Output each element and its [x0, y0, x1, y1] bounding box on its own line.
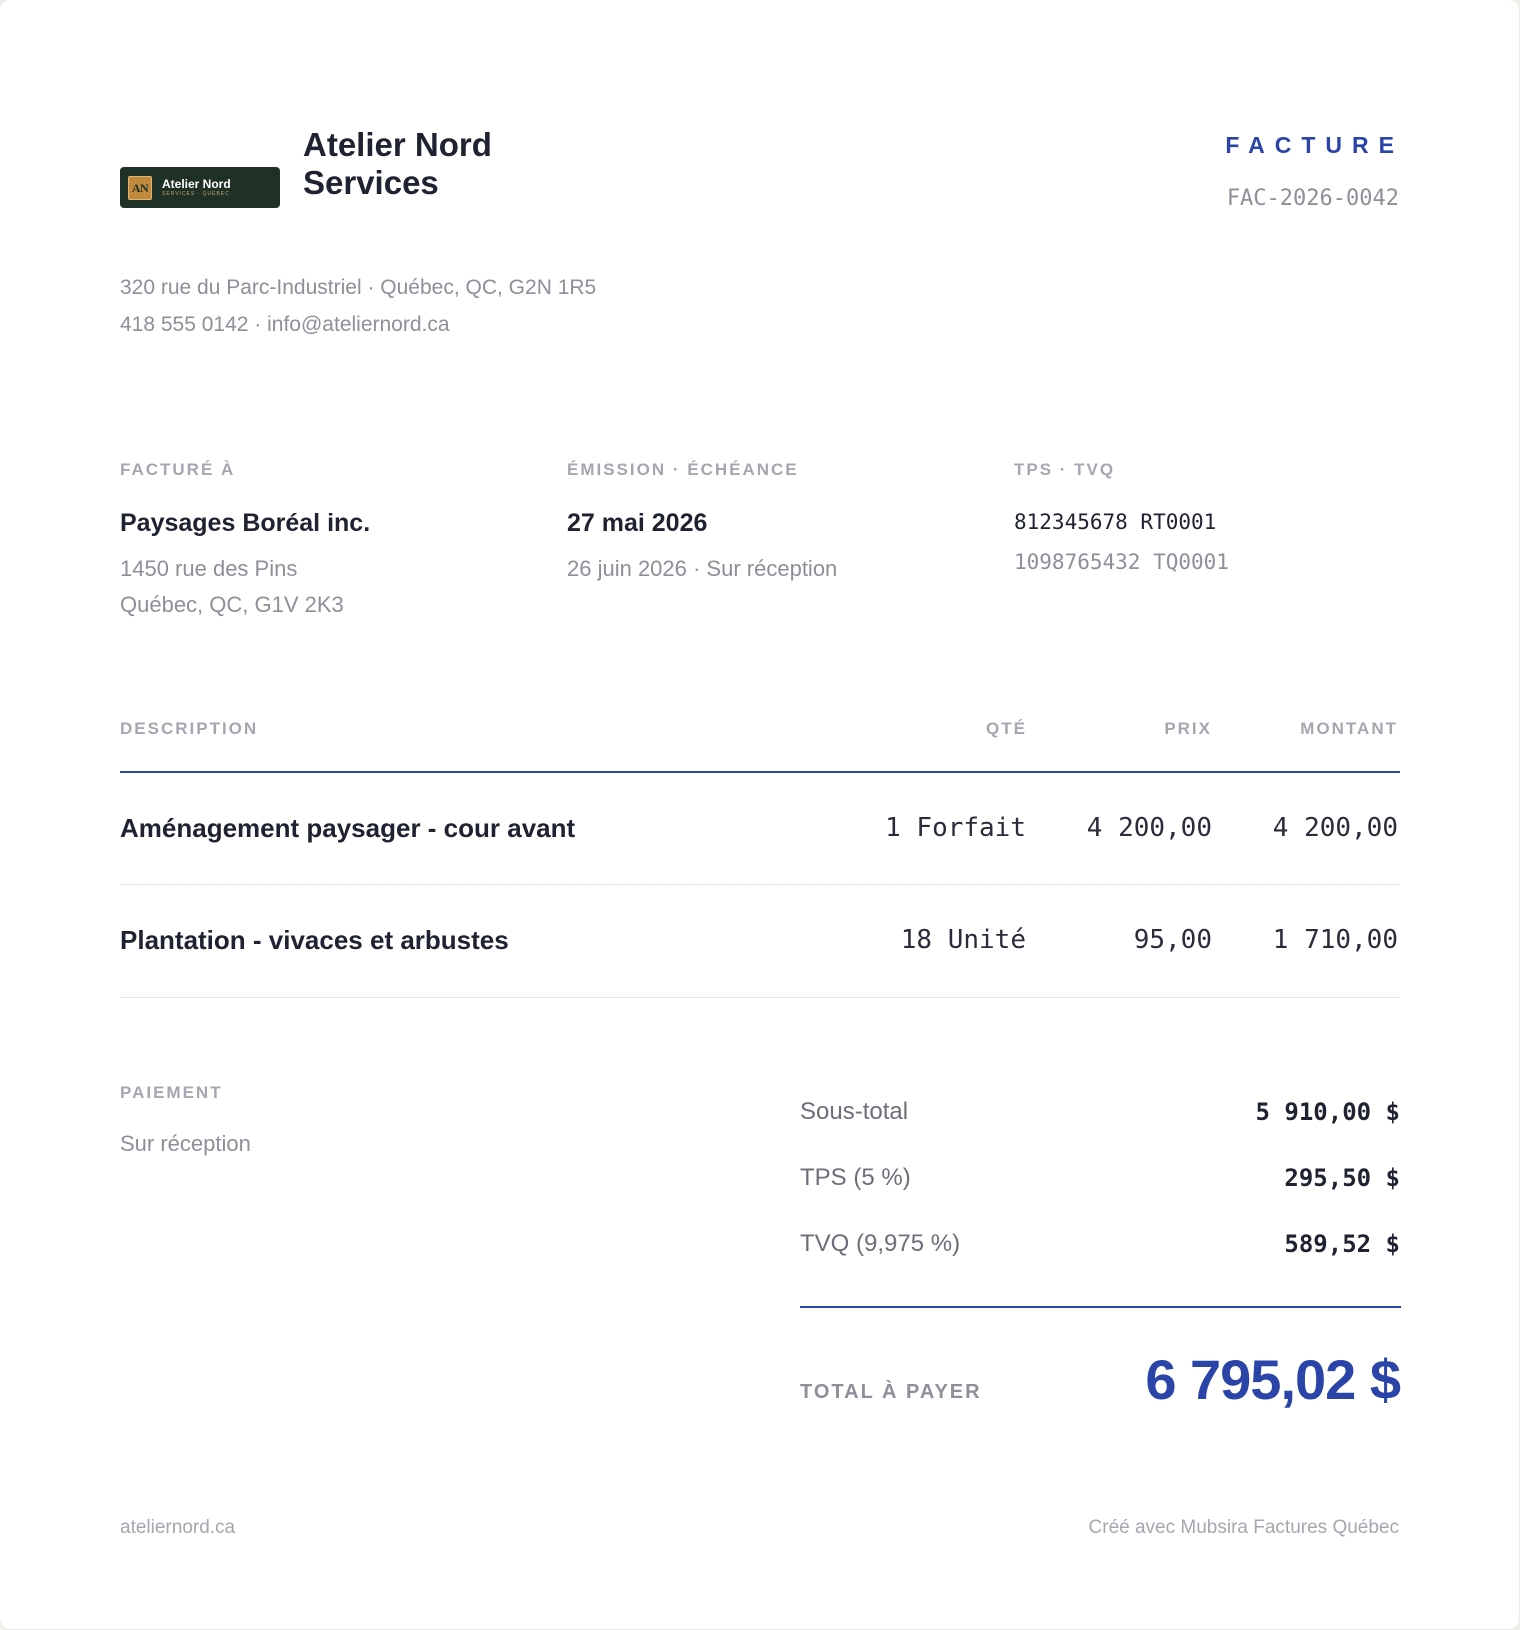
client-street: 1450 rue des Pins — [120, 556, 298, 581]
line-item-description: Aménagement paysager - cour avant — [120, 813, 576, 843]
table-header-rule — [120, 771, 1400, 773]
payment-label: PAIEMENT — [120, 1083, 223, 1102]
tvq-label: TVQ (9,975 %) — [800, 1230, 961, 1257]
logo-mark: AN — [128, 176, 152, 200]
company-address: 320 rue du Parc-Industriel · Québec, QC, G2N 1R5 — [120, 276, 597, 299]
payment-terms: Sur réception — [120, 1131, 251, 1156]
col-header-price: PRIX — [1164, 719, 1212, 738]
subtotal-label: Sous-total — [800, 1098, 909, 1125]
document-type: FACTURE — [1225, 132, 1404, 158]
due-date: 26 juin 2026 · Sur réception — [567, 556, 838, 581]
subtotal-value: 5 910,00 $ — [1255, 1098, 1400, 1126]
company-contact: 418 555 0142 · info@ateliernord.ca — [120, 313, 450, 336]
logo-name: Atelier Nord — [162, 177, 231, 191]
tvq-value: 589,52 $ — [1284, 1230, 1400, 1258]
footer-credit: Créé avec Mubsira Factures Québec — [1088, 1517, 1399, 1538]
line-item-price: 4 200,00 — [1086, 813, 1212, 843]
grand-total-label: TOTAL À PAYER — [800, 1381, 982, 1403]
line-item-qty: 18 Unité — [900, 925, 1026, 955]
tps-label: TPS (5 %) — [800, 1164, 911, 1191]
row-divider — [120, 884, 1400, 885]
col-header-description: DESCRIPTION — [120, 719, 259, 738]
line-item-price: 95,00 — [1133, 925, 1212, 955]
col-header-amount: MONTANT — [1300, 719, 1398, 738]
tvq-number: 1098765432 TQ0001 — [1014, 550, 1229, 574]
totals-rule — [800, 1306, 1401, 1308]
line-item-qty: 1 Forfait — [885, 813, 1026, 843]
logo-text — [162, 177, 231, 198]
line-item-description: Plantation - vivaces et arbustes — [120, 925, 509, 955]
company-logo — [120, 167, 280, 208]
issue-date: 27 mai 2026 — [567, 509, 708, 537]
col-header-qty: QTÉ — [986, 719, 1027, 738]
client-name: Paysages Boréal inc. — [120, 509, 371, 537]
tax-ids-label: TPS · TVQ — [1014, 460, 1116, 479]
dates-label: ÉMISSION · ÉCHÉANCE — [567, 460, 799, 479]
line-item-amount: 4 200,00 — [1272, 813, 1398, 843]
billed-to-label: FACTURÉ À — [120, 460, 236, 479]
line-item-amount: 1 710,00 — [1272, 925, 1398, 955]
company-name: Atelier Nord Services — [303, 126, 492, 201]
grand-total-value: 6 795,02 $ — [1145, 1348, 1400, 1411]
footer-website[interactable]: ateliernord.ca — [120, 1517, 236, 1538]
tps-value: 295,50 $ — [1284, 1164, 1400, 1192]
tps-number: 812345678 RT0001 — [1014, 510, 1217, 534]
invoice-number: FAC-2026-0042 — [1226, 186, 1399, 211]
row-divider — [120, 997, 1400, 998]
logo-sub: SERVICES · QUÉBEC — [162, 191, 230, 197]
client-city: Québec, QC, G1V 2K3 — [120, 592, 344, 617]
